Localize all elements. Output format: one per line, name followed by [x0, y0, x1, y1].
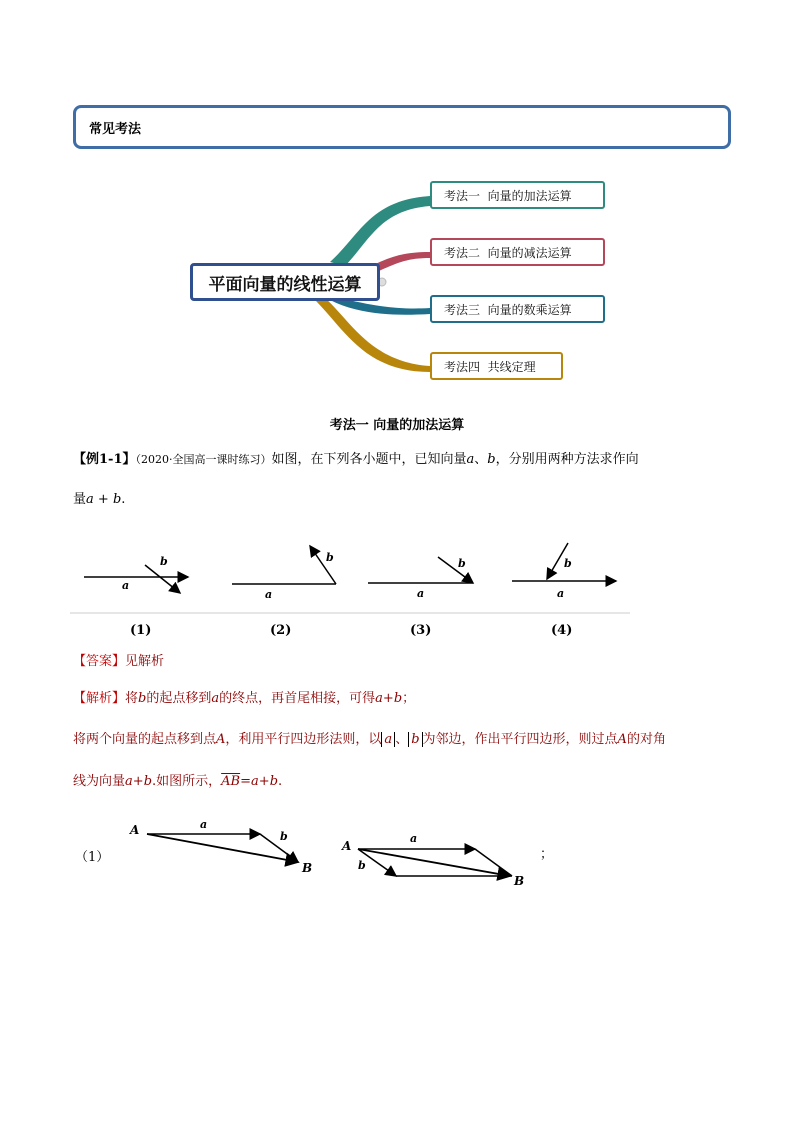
caption-2: (2) [270, 623, 292, 638]
vector-AB-para [358, 849, 510, 876]
example-line-2 [73, 491, 125, 509]
analysis-line-1 [73, 690, 415, 708]
mindmap-center: 平面向量的线性运算 [190, 263, 380, 301]
caption-4: (4) [551, 623, 573, 638]
section-title: 常见考法 [89, 122, 142, 137]
analysis-text: 为邻边，作出平行四边形，则过点 [422, 732, 618, 747]
example-text: ，分别用两种方法求作向 [495, 452, 639, 467]
b-label-4: b [564, 557, 572, 570]
mindmap-branch-4 [430, 352, 563, 380]
plus-sign: + [382, 691, 394, 706]
mindmap-connectors [0, 0, 794, 400]
vector-b: b [411, 732, 420, 747]
figure2-label: （1） [75, 850, 110, 865]
side-right [475, 849, 512, 876]
vector-b-1 [145, 565, 180, 593]
figure-sum [120, 812, 560, 897]
a-label-3: a [417, 587, 425, 600]
analysis-text: 的起点移到 [146, 691, 212, 706]
example-text: 如图，在下列各小题中，已知向量 [271, 452, 467, 467]
vector-b: b [143, 774, 153, 789]
caption-3: (3) [410, 623, 432, 638]
vector-b: b [487, 452, 496, 467]
b-label-3: b [458, 557, 466, 570]
answer-line [73, 653, 164, 671]
vector-b: b [269, 774, 279, 789]
label-a-2: a [410, 832, 418, 845]
equals-sign: = [240, 774, 252, 789]
label-A-2: A [342, 839, 352, 853]
b-label-1: b [160, 555, 168, 568]
branch-label: 考法四 共线定理 [444, 359, 536, 374]
example-text: 量 [73, 492, 87, 507]
separator: 、 [474, 452, 488, 467]
caption-1: (1) [130, 623, 152, 638]
example-tag: 【例1-1】 [73, 452, 136, 467]
vector-a: a [125, 774, 133, 789]
a-label-1: a [122, 579, 130, 592]
analysis-text: 线为向量 [73, 774, 126, 789]
vector-a: a [466, 452, 475, 467]
plus-sign: + [258, 774, 270, 789]
vector-a: a [375, 691, 383, 706]
analysis-line-3 [73, 773, 282, 791]
analysis-text: 的对角 [626, 732, 666, 747]
mindmap-branch-2 [430, 238, 605, 266]
analysis-text: .如图所示， [152, 774, 222, 789]
method-heading: 考法一 向量的加法运算 [329, 418, 465, 433]
vector-a: a [251, 774, 259, 789]
vector-b: b [393, 691, 403, 706]
branch-label: 考法一 向量的加法运算 [444, 188, 572, 203]
label-B-2: B [514, 874, 525, 888]
branch-label: 考法二 向量的减法运算 [444, 245, 572, 260]
vector-b-3 [438, 557, 473, 583]
label-a-1: a [200, 818, 208, 831]
analysis-text: 的终点，再首尾相接，可得 [219, 691, 376, 706]
abs-b [408, 732, 422, 747]
label-A-1: A [130, 823, 140, 837]
analysis-text: ，利用平行四边形法则，以 [225, 732, 382, 747]
branch-label: 考法三 向量的数乘运算 [444, 302, 572, 317]
answer-text: 见解析 [125, 654, 165, 669]
vector-a: a [86, 492, 94, 507]
answer-tag: 【答案】 [73, 654, 126, 669]
a-label-4: a [557, 587, 565, 600]
point-A: A [216, 732, 226, 747]
figure-vectors [70, 535, 640, 645]
analysis-text: ； [402, 691, 416, 706]
plus-sign: + [97, 492, 109, 507]
mindmap-branch-3 [430, 295, 605, 323]
period: . [121, 492, 126, 507]
vector-b: b [112, 492, 122, 507]
label-B-1: B [302, 861, 313, 875]
example-source: （2020·全国高一课时练习） [135, 453, 272, 466]
point-A: A [617, 732, 627, 747]
analysis-text: 、 [395, 732, 409, 747]
analysis-line-2 [73, 731, 666, 749]
figure2-end: ； [540, 847, 554, 862]
vector-b: b [138, 691, 147, 706]
vector-a: a [211, 691, 220, 706]
analysis-tag: 【解析】 [73, 691, 126, 706]
vector-AB: $\overline{AB}$ [221, 774, 241, 789]
analysis-text: 将 [125, 691, 139, 706]
vector-a: a [384, 732, 393, 747]
b-label-2: b [326, 551, 334, 564]
vector-AB-tri [147, 834, 298, 862]
analysis-text: 将两个向量的起点移到点 [73, 732, 217, 747]
example-line-1 [73, 451, 639, 469]
mindmap-branch-1 [430, 181, 605, 209]
label-b-2: b [358, 859, 366, 872]
analysis-text: . [278, 774, 283, 789]
abs-a [381, 732, 395, 747]
plus-sign: + [132, 774, 144, 789]
a-label-2: a [265, 588, 273, 601]
label-b-1: b [280, 830, 288, 843]
